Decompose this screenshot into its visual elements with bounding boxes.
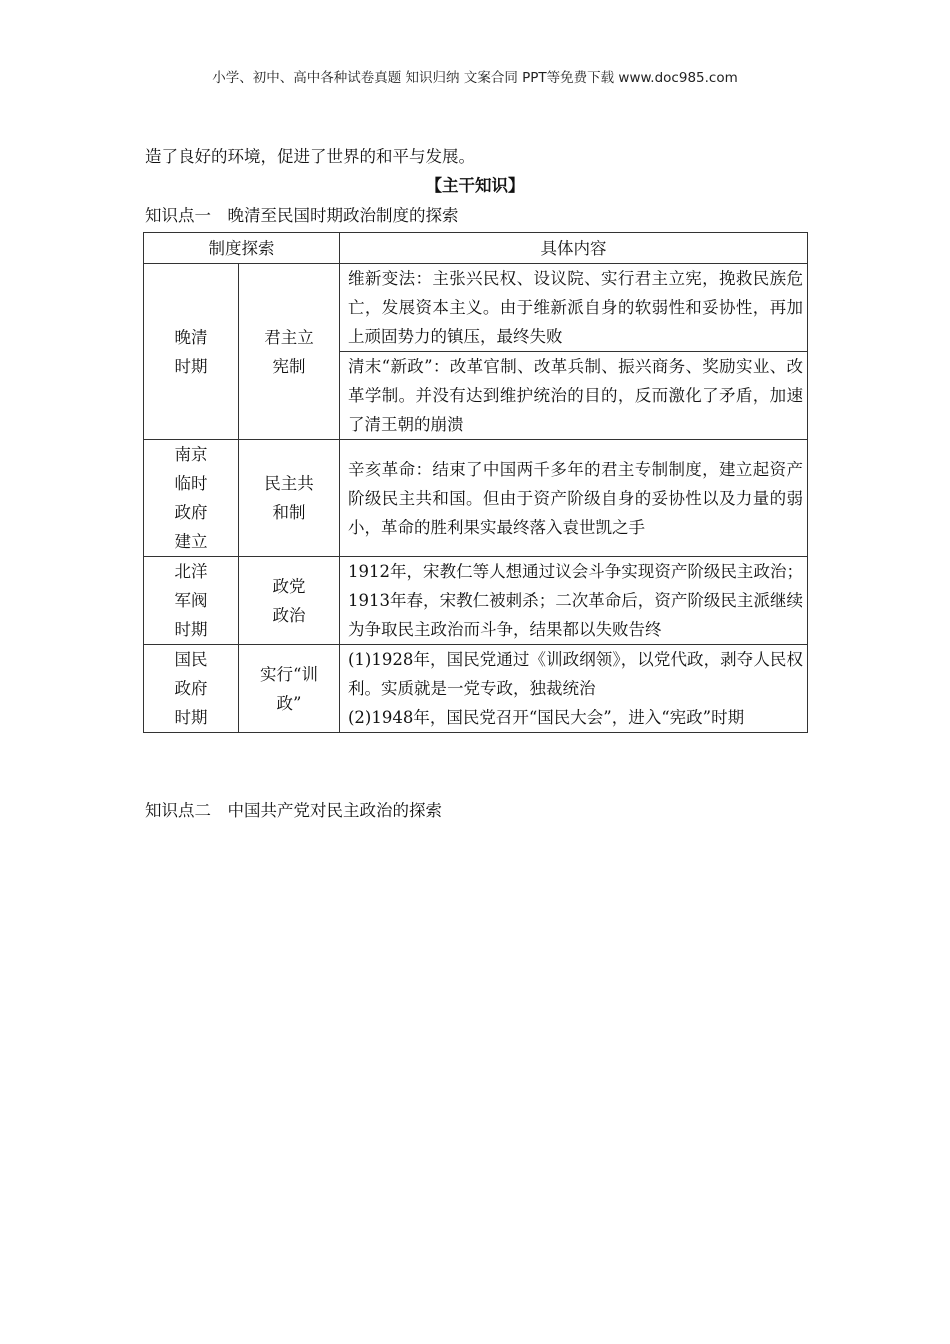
header-system-exploration: 制度探索	[144, 233, 340, 264]
table-row	[144, 264, 808, 352]
period-label: 北洋军阀时期	[174, 562, 208, 639]
table-row	[144, 440, 808, 557]
header-specific-content: 具体内容	[340, 233, 808, 264]
period-cell	[144, 557, 239, 645]
table-row	[144, 645, 808, 733]
knowledge-point-1-heading: 知识点一 晚清至民国时期政治制度的探索	[145, 206, 459, 225]
system-label: 政党政治	[272, 576, 306, 625]
system-cell	[239, 645, 340, 733]
system-label: 君主立宪制	[264, 327, 314, 376]
system-cell	[239, 440, 340, 557]
content-cell: 维新变法：主张兴民权、设议院、实行君主立宪，挽救民族危亡，发展资本主义。由于维新派自身的软弱性和妥协性，再加上顽固势力的镇压，最终失败	[340, 264, 808, 352]
period-cell	[144, 440, 239, 557]
content-line: (1)1928年，国民党通过《训政纲领》，以党代政，剥夺人民权利。实质就是一党专政，独裁统治	[348, 650, 803, 698]
table-row	[144, 557, 808, 645]
table-header-row	[144, 233, 808, 264]
period-label: 晚清时期	[174, 327, 208, 376]
content-cell	[340, 645, 808, 733]
system-cell	[239, 557, 340, 645]
content-cell: 1912年，宋教仁等人想通过议会斗争实现资产阶级民主政治；1913年春，宋教仁被刺杀；二次革命后，资产阶级民主派继续为争取民主政治而斗争，结果都以失败告终	[340, 557, 808, 645]
period-cell	[144, 264, 239, 440]
content-cell: 辛亥革命：结束了中国两千多年的君主专制制度，建立起资产阶级民主共和国。但由于资产阶级自身的妥协性以及力量的弱小，革命的胜利果实最终落入袁世凯之手	[340, 440, 808, 557]
content-cell: 清末“新政”：改革官制、改革兵制、振兴商务、奖励实业、改革学制。并没有达到维护统治的目的，反而激化了矛盾，加速了清王朝的崩溃	[340, 352, 808, 440]
knowledge-point-2-heading: 知识点二 中国共产党对民主政治的探索	[145, 801, 442, 820]
content-line: (2)1948年，国民党召开“国民大会”，进入“宪政”时期	[348, 708, 745, 727]
system-label: 实行“训政”	[260, 664, 318, 713]
political-system-table	[143, 232, 808, 733]
system-cell	[239, 264, 340, 440]
period-cell	[144, 645, 239, 733]
period-label: 国民政府时期	[174, 650, 208, 727]
system-label: 民主共和制	[264, 474, 314, 522]
section-title: 【主干知识】	[425, 176, 525, 195]
intro-paragraph: 造了良好的环境，促进了世界的和平与发展。	[145, 147, 475, 166]
page-header: 小学、初中、高中各种试卷真题 知识归纳 文案合同 PPT等免费下载 www.doc985.com	[212, 70, 738, 86]
period-label: 南京临时政府建立	[174, 445, 208, 551]
